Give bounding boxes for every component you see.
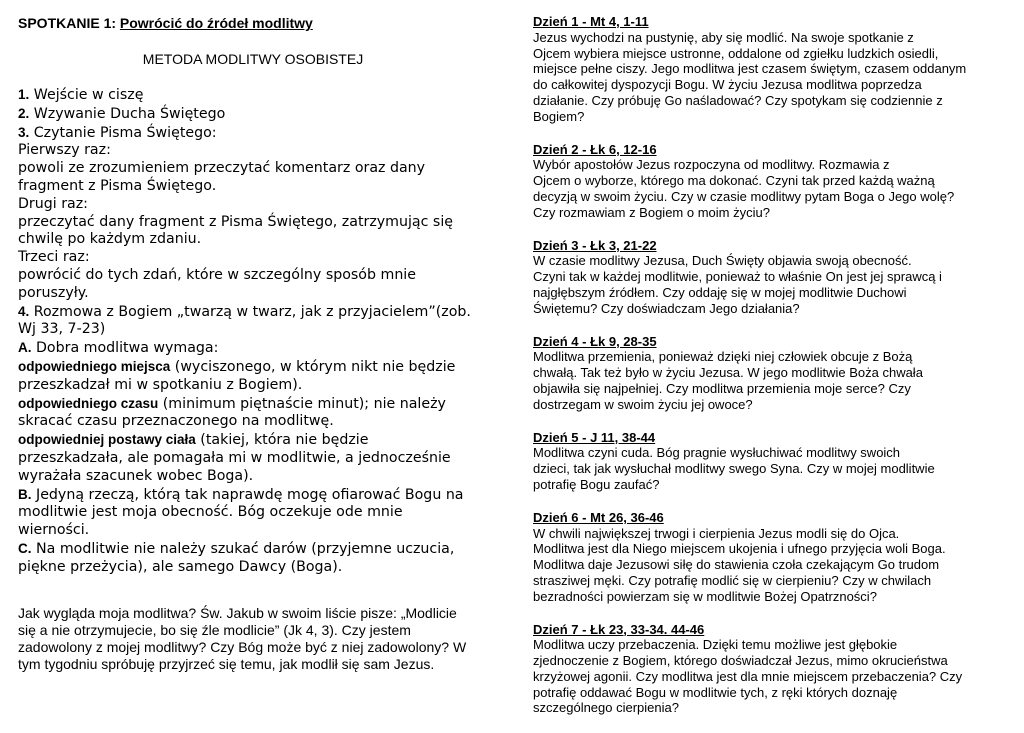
method-line — [18, 358, 498, 377]
day-text-line: działanie. Czy próbuję Go naśladować? Czy spotykam się codziennie z — [533, 92, 943, 108]
day-text-line: Czy rozmawiam z Bogiem o moim życiu? — [533, 204, 770, 220]
method-line-text: (minimum piętnaście minut); nie należy — [158, 395, 446, 412]
method-line — [18, 413, 498, 431]
method-line-text: Drugi raz: — [18, 195, 88, 212]
method-line-lead: C. — [18, 540, 32, 556]
method-line-text: przeszkadzał mi w spotkaniu z Bogiem). — [18, 376, 303, 393]
day-text-line: dzieci, tak jak wysłuchał modlitwy swego Syna. Czy w mojej modlitwie — [533, 461, 935, 477]
method-line — [18, 249, 498, 267]
method-line-text: chwilę po każdym zdaniu. — [18, 231, 202, 248]
method-line-text: piękne przeżycia), ale samego Dawcy (Boga). — [18, 558, 343, 575]
day-text-line: potrafię Bogu zaufać? — [533, 476, 660, 492]
day-text-line: Modlitwa uczy przebaczenia. Dzięki temu możliwe jest głębokie — [533, 637, 898, 653]
day-text-line: Jezus wychodzi na pustynię, aby się modlić. Na swoje spotkanie z — [533, 29, 914, 45]
day-text-line: miejsce pełne ciszy. Jego modlitwa jest czasem świętym, czasem oddanym — [533, 61, 967, 77]
day-text-line: Modlitwa daje Jezusowi siłę do stawienia czoła czekającym Go trudom — [533, 557, 940, 573]
day-text-line: decyzją w swoim życiu. Czy w czasie modlitwy pytam Boga o Jego wolę? — [533, 188, 955, 204]
day-text-line: zjednoczenie z Bogiem, którego doświadczał Jezus, mimo okrucieństwa — [533, 653, 948, 669]
day-text-line: do całkowitej dyspozycji Bogu. W życiu Jezusa modlitwa poprzedza — [533, 77, 922, 93]
closing-line: tym tygodniu spróbuję przyjrzeć się temu, jak modlił się sam Jezus. — [18, 655, 435, 672]
method-line-lead: odpowiedniej postawy ciała — [18, 432, 196, 448]
method-line-lead: 2. — [18, 105, 30, 121]
title-prefix: SPOTKANIE 1: — [18, 15, 120, 31]
method-line — [18, 196, 498, 214]
day-text-line: chwałą. Tak też było w życiu Jezusa. W jego modlitwie Boża chwała — [533, 365, 923, 381]
day-heading: Dzień 4 - Łk 9, 28-35 — [533, 333, 657, 349]
method-line — [18, 124, 498, 143]
day-text-line: Wybór apostołów Jezus rozpoczyna od modlitwy. Rozmawia z — [533, 157, 890, 173]
day-heading: Dzień 1 - Mt 4, 1-11 — [533, 14, 649, 29]
day-text-line: krzyżowej agonii. Czy modlitwa jest dla mnie miejscem przebaczenia? Czy — [533, 668, 963, 684]
method-line-text: Pierwszy raz: — [18, 142, 111, 159]
method-line-text: Wj 33, 7-23) — [18, 321, 106, 338]
method-line — [18, 522, 498, 540]
method-line-text: poruszyły. — [18, 284, 89, 301]
day-text-line: Świętemu? Czy doświadczam Jego działania? — [533, 300, 800, 316]
method-line — [18, 377, 498, 395]
method-line — [18, 540, 498, 559]
method-line-text: Trzeci raz: — [18, 249, 90, 266]
day-text-line: najgłębszym źródłem. Czy oddaję się w mojej modlitwie Duchowi — [533, 284, 907, 300]
closing-line: zadowolony z mojej modlitwy? Czy Bóg może być z niej zadowolony? W — [18, 638, 467, 655]
method-line — [18, 339, 498, 358]
method-line — [18, 431, 498, 450]
method-line — [18, 160, 498, 178]
closing-line: się a nie otrzymujecie, bo się źle modlicie” (Jk 4, 3). Czy jestem — [18, 621, 411, 638]
method-line-text: powrócić do tych zdań, które w szczególny sposób mnie — [18, 266, 416, 283]
day-text-line: Bogiem? — [533, 108, 585, 124]
method-line — [18, 321, 498, 339]
method-line — [18, 142, 498, 160]
daily-readings — [533, 14, 993, 733]
method-line-text: Wzywanie Ducha Świętego — [29, 105, 226, 122]
method-line-text: (takiej, która nie będzie — [195, 432, 369, 449]
day-block — [533, 14, 993, 125]
day-text-line: Modlitwa czyni cuda. Bóg pragnie wysłuchiwać modlitwy swoich — [533, 445, 901, 461]
day-text-line: potrafię oddawać Bogu w modlitwie tych, z ręki których doznaję — [533, 684, 898, 700]
page-title — [18, 14, 498, 32]
method-line-text: przeczytać dany fragment z Pisma Świętego, zatrzymując się — [18, 213, 453, 230]
method-line — [18, 105, 498, 124]
day-text-line: objawiła się najpełniej. Czy modlitwa przemienia moje serce? Czy — [533, 380, 911, 396]
method-line-lead: A. — [18, 340, 32, 356]
closing-paragraph — [18, 605, 498, 673]
day-text-line: Czyni tak w każdej modlitwie, ponieważ to właśnie On jest jej sprawcą i — [533, 269, 942, 285]
method-line-text: Dobra modlitwa wymaga: — [31, 340, 219, 357]
day-block — [533, 510, 993, 605]
day-block — [533, 622, 993, 717]
method-line-text: fragment z Pisma Świętego. — [18, 177, 217, 194]
method-line-text: modlitwie jest moja obecność. Bóg oczekuje ode mnie — [18, 504, 403, 521]
day-block — [533, 430, 993, 493]
method-line — [18, 231, 498, 249]
method-line — [18, 559, 498, 577]
method-line — [18, 285, 498, 303]
title-theme: Powrócić do źródeł modlitwy — [119, 15, 313, 31]
day-text-line: W chwili największej trwogi i cierpienia Jezus modli się do Ojca. — [533, 525, 900, 541]
method-line — [18, 504, 498, 522]
method-line-lead: 4. — [18, 303, 30, 319]
method-line-lead: 3. — [18, 124, 30, 140]
method-line-text: Na modlitwie nie należy szukać darów (przyjemne uczucia, — [31, 540, 455, 557]
method-line-text: Czytanie Pisma Świętego: — [29, 124, 217, 141]
day-text-line: Ojcem o wyborze, którego ma dokonać. Czyni tak przed każdą ważną — [533, 173, 935, 189]
method-line-text: Rozmowa z Bogiem „twarzą w twarz, jak z przyjacielem”(zob. — [29, 303, 471, 320]
method-line — [18, 468, 498, 486]
day-block — [533, 334, 993, 413]
method-line — [18, 450, 498, 468]
day-heading: Dzień 3 - Łk 3, 21-22 — [533, 237, 657, 253]
method-line — [18, 86, 498, 105]
method-line-text: wyrażała szacunek wobec Boga). — [18, 467, 254, 484]
day-block — [533, 142, 993, 221]
method-line — [18, 267, 498, 285]
day-heading: Dzień 6 - Mt 26, 36-46 — [533, 509, 664, 525]
method-line-text: Wejście w ciszę — [29, 87, 144, 103]
day-heading: Dzień 7 - Łk 23, 33-34. 44-46 — [533, 621, 705, 637]
method-line-lead: B. — [18, 486, 32, 502]
method-line-text: powoli ze zrozumieniem przeczytać komentarz oraz dany — [18, 160, 426, 177]
method-line — [18, 395, 498, 414]
day-text-line: Ojcem wybiera miejsce ustronne, oddalone od zgiełku ludzkich osiedli, — [533, 45, 939, 61]
method-line-text: (wyciszonego, w którym nikt nie będzie — [170, 358, 456, 375]
day-text-line: W czasie modlitwy Jezusa, Duch Święty objawia swoją obecność. — [533, 253, 912, 269]
day-text-line: strasziwej męki. Czy potrafię modlić się w cierpieniu? Czy w chwilach — [533, 572, 932, 588]
day-heading: Dzień 2 - Łk 6, 12-16 — [533, 141, 657, 157]
method-line-text: przeszkadzała, ale pomagała mi w modlitwie, a jednocześnie — [18, 449, 451, 466]
method-line-text: wierności. — [18, 522, 90, 539]
method-line-lead: odpowiedniego czasu — [18, 395, 159, 411]
day-block — [533, 238, 993, 317]
method-line — [18, 214, 498, 232]
day-text-line: Modlitwa jest dla Niego miejscem ukojenia i ufnego przyjęcia woli Boga. — [533, 541, 946, 557]
day-text-line: Modlitwa przemienia, ponieważ dzięki niej człowiek obcuje z Bożą — [533, 349, 913, 365]
left-column — [18, 14, 498, 673]
method-line-lead: 1. — [18, 87, 30, 102]
method-line — [18, 486, 498, 505]
method-line — [18, 178, 498, 196]
method-steps — [18, 86, 498, 577]
closing-line: Jak wygląda moja modlitwa? Św. Jakub w swoim liście pisze: „Modlicie — [18, 604, 457, 621]
method-line-lead: odpowiedniego miejsca — [18, 358, 171, 374]
method-line — [18, 303, 498, 322]
method-line-text: Jedyną rzeczą, którą tak naprawdę mogę ofiarować Bogu na — [31, 486, 464, 503]
method-title: METODA MODLITWY OSOBISTEJ — [142, 51, 364, 67]
day-text-line: dostrzegam w swoim życiu jej owoce? — [533, 396, 753, 412]
day-text-line: bezradności powierzam się w modlitwie Bożej Opatrzności? — [533, 588, 877, 604]
day-text-line: szczególnego cierpienia? — [533, 700, 679, 716]
method-line-text: skracać czasu przeznaczonego na modlitwę. — [18, 413, 334, 430]
day-heading: Dzień 5 - J 11, 38-44 — [533, 429, 656, 445]
